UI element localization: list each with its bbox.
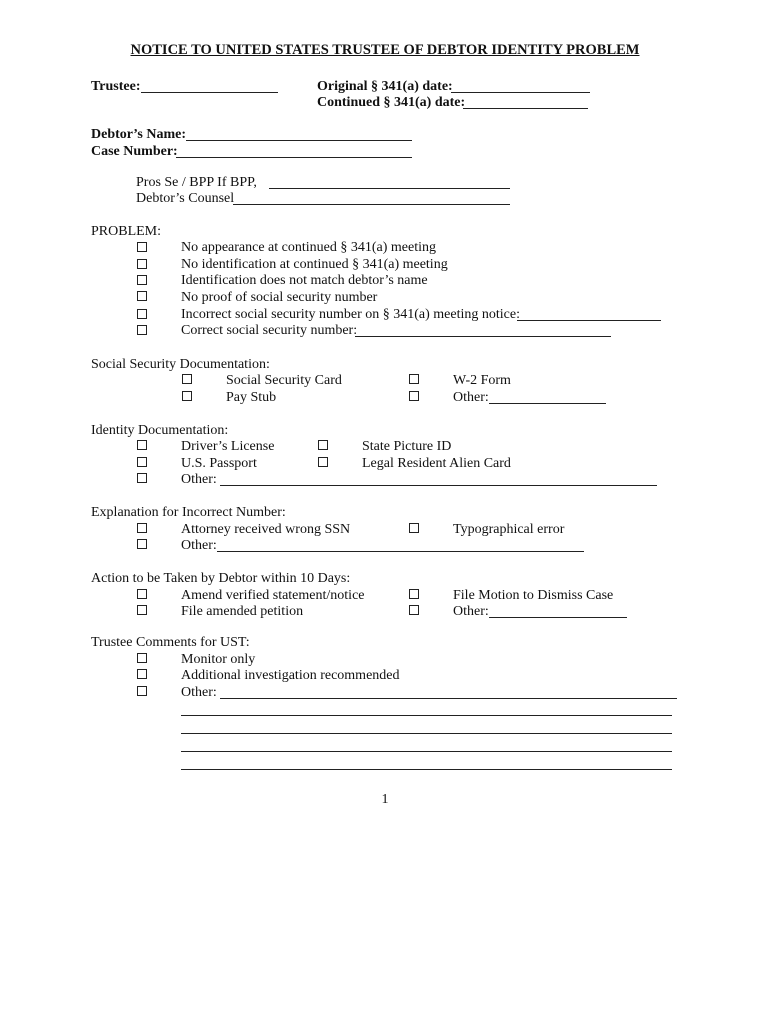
case-number-field[interactable]	[176, 157, 412, 158]
state-id-checkbox[interactable]	[318, 440, 328, 450]
ss-other-field[interactable]	[489, 403, 606, 404]
alien-card-label: Legal Resident Alien Card	[362, 456, 511, 471]
problem-checkbox-2[interactable]	[137, 259, 147, 269]
debtor-counsel-field[interactable]	[233, 204, 510, 205]
comments-line-1[interactable]	[181, 715, 672, 716]
ss-card-checkbox[interactable]	[182, 374, 192, 384]
problem-item-2: No identification at continued § 341(a) meeting	[181, 257, 448, 272]
problem-heading: PROBLEM:	[91, 224, 162, 239]
identity-docs-heading: Identity Documentation:	[91, 423, 229, 438]
wrong-ssn-label: Attorney received wrong SSN	[181, 522, 351, 537]
problem-item-5: Incorrect social security number on § 341(a) meeting notice:	[181, 307, 520, 322]
investigation-checkbox[interactable]	[137, 669, 147, 679]
problem-checkbox-5[interactable]	[137, 309, 147, 319]
w2-checkbox[interactable]	[409, 374, 419, 384]
explanation-other-field[interactable]	[217, 551, 584, 552]
problem-checkbox-4[interactable]	[137, 291, 147, 301]
amend-checkbox[interactable]	[137, 589, 147, 599]
comments-line-3[interactable]	[181, 751, 672, 752]
case-number-label: Case Number:	[91, 144, 178, 159]
passport-checkbox[interactable]	[137, 457, 147, 467]
debtor-name-field[interactable]	[186, 140, 412, 141]
pay-stub-checkbox[interactable]	[182, 391, 192, 401]
problem-item-3: Identification does not match debtor’s name	[181, 273, 428, 288]
comments-line-2[interactable]	[181, 733, 672, 734]
identity-other-checkbox[interactable]	[137, 473, 147, 483]
action-heading: Action to be Taken by Debtor within 10 Days:	[91, 571, 351, 586]
state-id-label: State Picture ID	[362, 439, 452, 454]
page-number: 1	[381, 792, 389, 807]
alien-card-checkbox[interactable]	[318, 457, 328, 467]
problem-item-4: No proof of social security number	[181, 290, 378, 305]
amend-label: Amend verified statement/notice	[181, 588, 365, 603]
action-other-field[interactable]	[489, 617, 627, 618]
investigation-label: Additional investigation recommended	[181, 668, 400, 683]
explanation-heading: Explanation for Incorrect Number:	[91, 505, 286, 520]
typo-label: Typographical error	[453, 522, 565, 537]
comments-other-checkbox[interactable]	[137, 686, 147, 696]
monitor-label: Monitor only	[181, 652, 256, 667]
problem-checkbox-1[interactable]	[137, 242, 147, 252]
explanation-other-label: Other:	[181, 538, 217, 553]
original-date-field[interactable]	[451, 92, 590, 93]
identity-other-label: Other:	[181, 472, 217, 487]
pay-stub-label: Pay Stub	[226, 390, 277, 405]
pro-se-label: Pros Se / BPP If BPP,	[136, 175, 257, 190]
trustee-label: Trustee:	[91, 79, 141, 94]
explanation-other-checkbox[interactable]	[137, 539, 147, 549]
identity-other-field[interactable]	[220, 485, 657, 486]
wrong-ssn-checkbox[interactable]	[137, 523, 147, 533]
page-title: NOTICE TO UNITED STATES TRUSTEE OF DEBTOR IDENTITY PROBLEM	[130, 42, 640, 58]
debtor-counsel-label: Debtor’s Counsel	[136, 191, 235, 206]
w2-label: W-2 Form	[453, 373, 511, 388]
ss-other-checkbox[interactable]	[409, 391, 419, 401]
debtor-name-label: Debtor’s Name:	[91, 127, 186, 142]
bpp-field[interactable]	[269, 188, 510, 189]
original-date-label: Original § 341(a) date:	[317, 79, 453, 94]
continued-date-field[interactable]	[463, 108, 588, 109]
trustee-field[interactable]	[141, 92, 278, 93]
comments-line-4[interactable]	[181, 769, 672, 770]
dismiss-checkbox[interactable]	[409, 589, 419, 599]
ss-card-label: Social Security Card	[226, 373, 342, 388]
amended-petition-checkbox[interactable]	[137, 605, 147, 615]
problem-item-6: Correct social security number:	[181, 323, 358, 338]
comments-other-label: Other:	[181, 685, 217, 700]
drivers-license-label: Driver’s License	[181, 439, 275, 454]
comments-other-field[interactable]	[220, 698, 677, 699]
action-other-label: Other:	[453, 604, 489, 619]
problem-checkbox-3[interactable]	[137, 275, 147, 285]
monitor-checkbox[interactable]	[137, 653, 147, 663]
action-other-checkbox[interactable]	[409, 605, 419, 615]
continued-date-label: Continued § 341(a) date:	[317, 95, 466, 110]
incorrect-ssn-field[interactable]	[517, 320, 661, 321]
passport-label: U.S. Passport	[181, 456, 257, 471]
correct-ssn-field[interactable]	[355, 336, 611, 337]
dismiss-label: File Motion to Dismiss Case	[453, 588, 614, 603]
ss-other-label: Other:	[453, 390, 489, 405]
problem-item-1: No appearance at continued § 341(a) meeting	[181, 240, 437, 255]
drivers-license-checkbox[interactable]	[137, 440, 147, 450]
ss-docs-heading: Social Security Documentation:	[91, 357, 270, 372]
trustee-comments-heading: Trustee Comments for UST:	[91, 635, 250, 650]
typo-checkbox[interactable]	[409, 523, 419, 533]
amended-petition-label: File amended petition	[181, 604, 304, 619]
problem-checkbox-6[interactable]	[137, 325, 147, 335]
